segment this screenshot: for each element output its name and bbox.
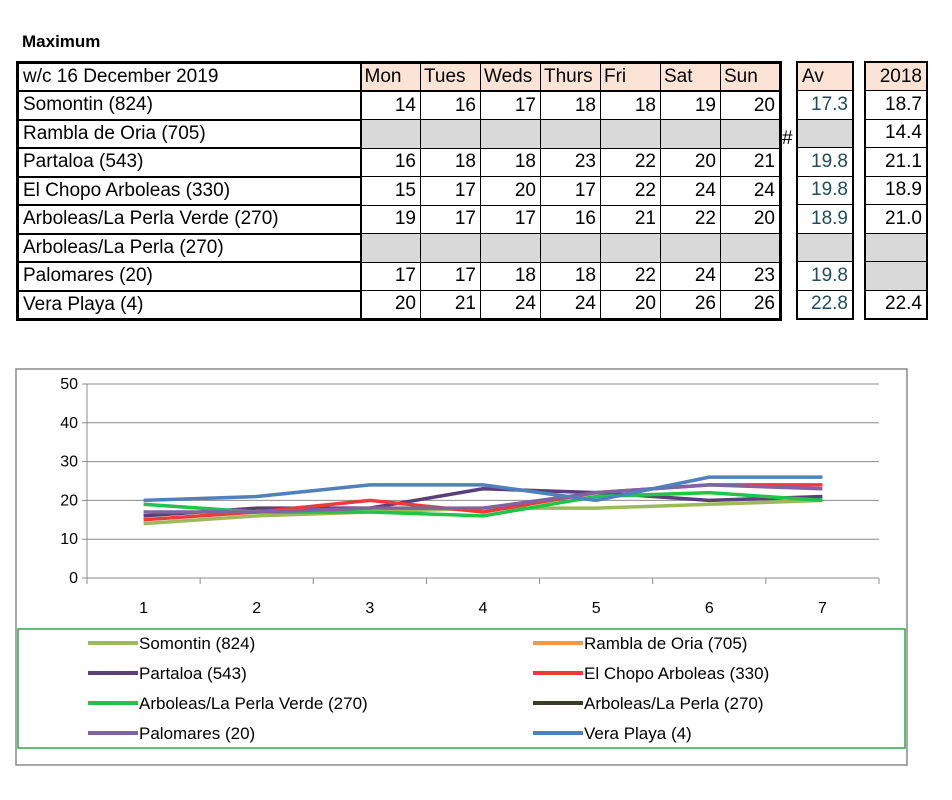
day-header: Thurs: [541, 63, 601, 92]
day-value: 16: [421, 91, 481, 120]
prev-year-header: 2018: [865, 62, 927, 91]
page-title: Maximum: [22, 32, 101, 51]
day-value: 17: [421, 262, 481, 291]
day-value: 18: [481, 262, 541, 291]
prev-year-value: 21.1: [865, 148, 927, 177]
day-value: 15: [361, 177, 421, 206]
day-value: 24: [721, 177, 781, 206]
day-value: 23: [721, 262, 781, 291]
day-value: 17: [421, 205, 481, 234]
x-tick-label: 6: [704, 600, 714, 617]
day-header: Tues: [421, 63, 481, 92]
avg-value: 17.3: [797, 91, 853, 120]
day-value: 21: [601, 205, 661, 234]
station-name: Arboleas/La Perla Verde (270): [18, 205, 361, 234]
station-name: El Chopo Arboleas (330): [18, 177, 361, 206]
day-value: 26: [721, 291, 781, 320]
day-value: 18: [541, 262, 601, 291]
y-tick-label: 40: [60, 414, 78, 432]
day-value: 20: [661, 148, 721, 177]
avg-value: 18.9: [797, 205, 853, 234]
legend-label: Somontin (824): [139, 634, 256, 653]
prev-year-value: 21.0: [865, 205, 927, 234]
day-header: Fri: [601, 63, 661, 92]
prev-year-value: 18.9: [865, 176, 927, 205]
station-name: Rambla de Oria (705): [18, 120, 361, 149]
day-value: 26: [661, 291, 721, 320]
prev-year-value: 14.4: [865, 119, 927, 148]
station-name: Palomares (20): [18, 262, 361, 291]
station-name: Somontin (824): [18, 91, 361, 120]
legend-label: Rambla de Oria (705): [584, 634, 748, 653]
x-tick-label: 3: [365, 600, 375, 617]
day-value: 17: [481, 205, 541, 234]
day-value: 20: [721, 91, 781, 120]
day-value: 20: [361, 291, 421, 320]
day-header: Weds: [481, 63, 541, 92]
day-value: 22: [661, 205, 721, 234]
y-tick-label: 20: [60, 492, 78, 510]
day-header: Mon: [361, 63, 421, 92]
legend-label: Palomares (20): [139, 724, 256, 743]
day-value: 18: [421, 148, 481, 177]
day-value: 18: [481, 148, 541, 177]
day-value: 24: [661, 262, 721, 291]
day-value: 23: [541, 148, 601, 177]
day-value: 17: [361, 262, 421, 291]
day-value: 18: [541, 91, 601, 120]
week-label: w/c 16 December 2019: [18, 63, 361, 92]
day-value: 19: [361, 205, 421, 234]
day-value: 18: [601, 91, 661, 120]
y-tick-label: 50: [60, 376, 78, 393]
legend-label: Vera Playa (4): [584, 724, 692, 743]
x-tick-label: 4: [478, 600, 488, 617]
y-tick-label: 30: [60, 453, 78, 471]
legend-label: El Chopo Arboleas (330): [584, 664, 770, 683]
day-value: 17: [421, 177, 481, 206]
legend-label: Arboleas/La Perla Verde (270): [139, 694, 368, 713]
avg-value: 19.8: [797, 262, 853, 291]
hash-mark: #: [782, 128, 793, 149]
prev-year-value: 22.4: [865, 290, 927, 319]
x-tick-label: 1: [139, 600, 149, 617]
day-header: Sun: [721, 63, 781, 92]
prev-year-value: 18.7: [865, 91, 927, 120]
x-tick-label: 5: [591, 600, 601, 617]
day-value: 24: [541, 291, 601, 320]
day-value: 19: [661, 91, 721, 120]
x-tick-label: 7: [817, 600, 827, 617]
station-name: Vera Playa (4): [18, 291, 361, 320]
day-value: 21: [421, 291, 481, 320]
x-tick-label: 2: [252, 600, 262, 617]
station-name: Arboleas/La Perla (270): [18, 234, 361, 263]
day-value: 20: [601, 291, 661, 320]
day-value: 17: [481, 91, 541, 120]
day-value: 14: [361, 91, 421, 120]
legend-label: Partaloa (543): [139, 664, 247, 683]
avg-value: 19.8: [797, 148, 853, 177]
station-name: Partaloa (543): [18, 148, 361, 177]
y-tick-label: 0: [69, 570, 78, 587]
avg-value: 22.8: [797, 290, 853, 319]
day-value: 20: [481, 177, 541, 206]
day-value: 22: [601, 262, 661, 291]
day-value: 20: [721, 205, 781, 234]
legend-label: Arboleas/La Perla (270): [584, 694, 764, 713]
y-tick-label: 10: [60, 531, 78, 549]
day-value: 17: [541, 177, 601, 206]
day-value: 22: [601, 148, 661, 177]
day-header: Sat: [661, 63, 721, 92]
day-value: 21: [721, 148, 781, 177]
avg-value: 19.8: [797, 176, 853, 205]
avg-header: Av: [797, 62, 853, 91]
day-value: 24: [661, 177, 721, 206]
day-value: 22: [601, 177, 661, 206]
day-value: 24: [481, 291, 541, 320]
day-value: 16: [361, 148, 421, 177]
day-value: 16: [541, 205, 601, 234]
